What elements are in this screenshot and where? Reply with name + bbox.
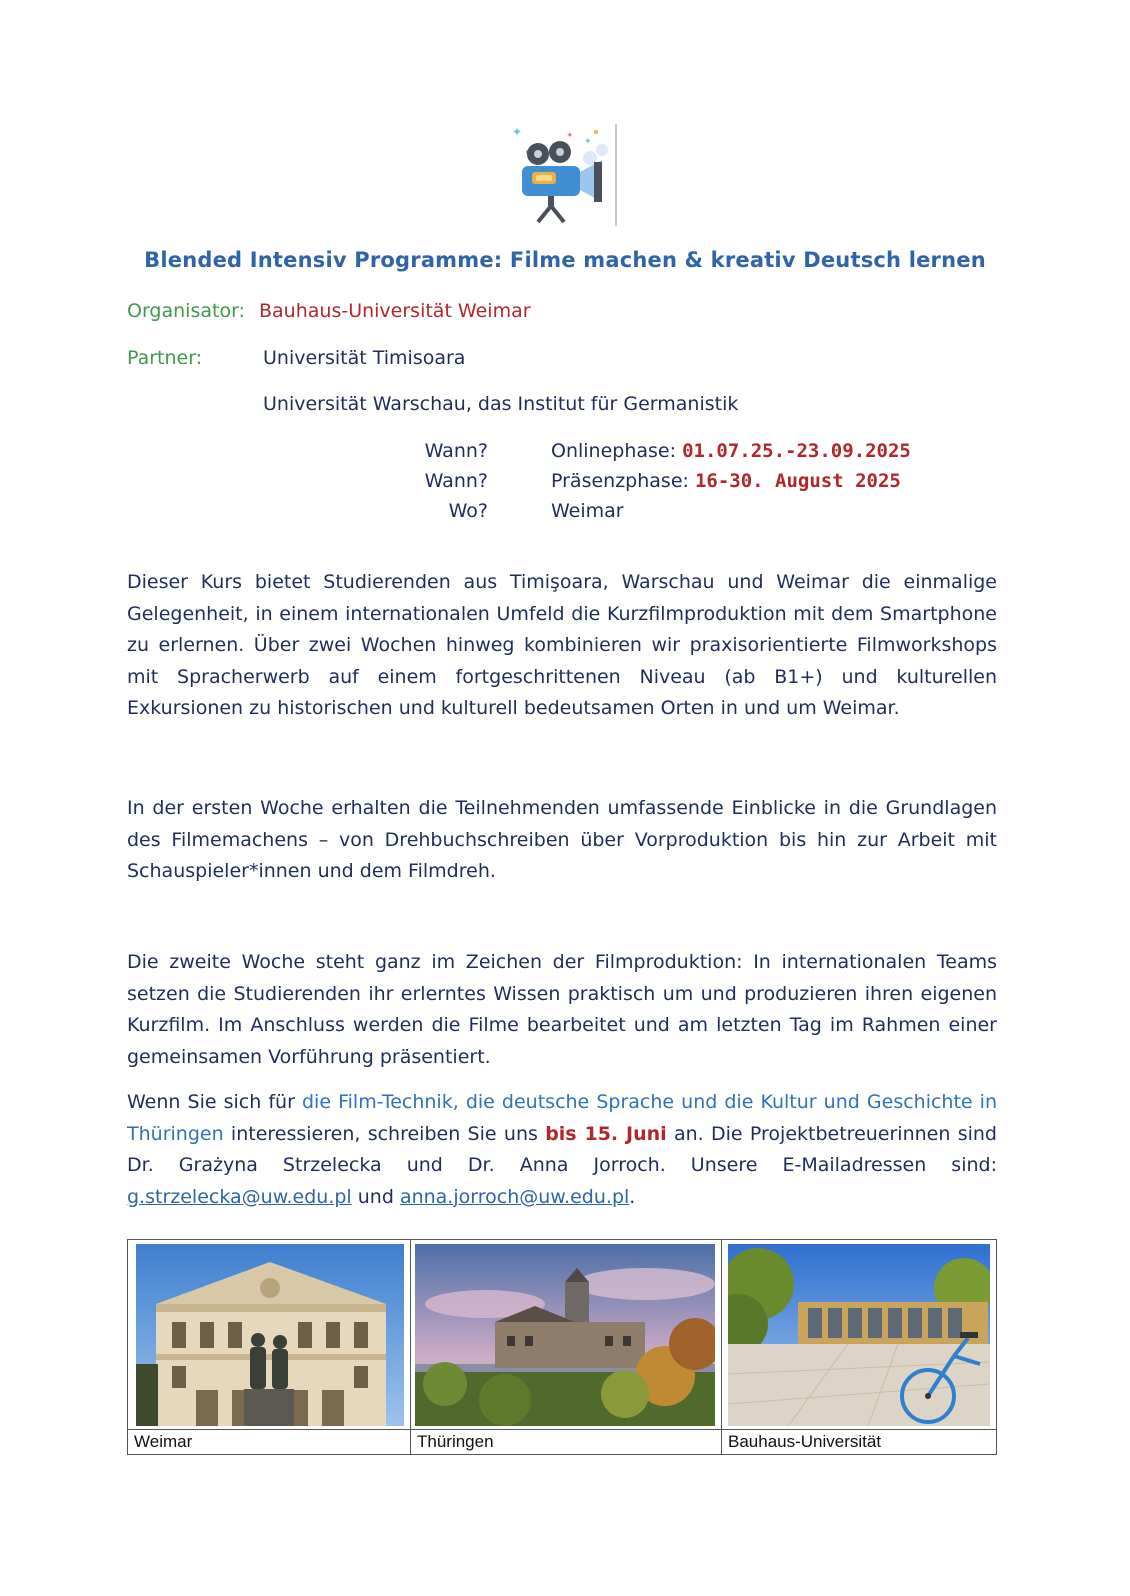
schedule-label: Weimar [551, 500, 624, 522]
schedule-presence [423, 470, 983, 496]
schedule-location [423, 500, 983, 526]
contact-deadline: bis 15. Juni [545, 1122, 667, 1145]
schedule-date: 16-30. August 2025 [694, 470, 901, 492]
svg-text:✦: ✦ [512, 125, 523, 139]
logo-divider [615, 124, 617, 226]
photo-table [127, 1239, 997, 1455]
bauhaus-university-photo [728, 1244, 990, 1426]
paragraph-contact [127, 1087, 997, 1213]
partner-item: Universität Warschau, das Institut für Germanistik [263, 393, 739, 415]
schedule-online [423, 440, 983, 466]
email-link-jorroch[interactable]: anna.jorroch@uw.edu.pl [399, 1185, 630, 1208]
photo-caption: Thüringen [417, 1432, 494, 1451]
paragraph-intro: Dieser Kurs bietet Studierenden aus Timişoara, Warschau und Weimar die einmalige Gelegenheit, in einem internationalen Umfeld die Kurzfilmproduktion mit dem Smartphone zu erlernen. Über zwei Wochen hinweg kombinieren wir praxisorientierte Filmworkshops mit Spracherwerb auf einem fortgeschrittenen Niveau (ab B1+) und kulturellen Exkursionen zu historischen und kulturell bedeutsamen Orten in und um Weimar. [127, 571, 997, 719]
schedule-question: Wann? [424, 440, 488, 462]
schedule-date: 01.07.25.-23.09.2025 [682, 440, 911, 462]
contact-intro: Wenn Sie sich für [127, 1091, 302, 1113]
contact-end: . [629, 1185, 636, 1208]
photo-cell-thueringen [411, 1240, 722, 1454]
partner-label: Partner: [127, 347, 203, 369]
contact-and: und [351, 1185, 400, 1208]
wartburg-castle-photo [415, 1244, 715, 1426]
photo-cell-weimar [128, 1240, 411, 1454]
photo-cell-bauhaus [722, 1240, 996, 1454]
photo-caption: Weimar [134, 1432, 193, 1451]
paragraph-week-two: Die zweite Woche steht ganz im Zeichen der Filmproduktion: In internationalen Teams setzen die Studierenden ihr erlerntes Wissen praktisch um und produzieren ihren eigenen Kurzfilm. Im Anschluss werden die Filme bearbeitet und am letzten Tag im Rahmen einer gemeinsamen Vorführung präsentiert. [127, 951, 997, 1068]
contact-topics: die Film-Technik, die deutsche Sprache und die Kultur und Geschichte in Thüringen [127, 1091, 998, 1145]
schedule-label: Präsenzphase: [551, 470, 695, 492]
film-camera-icon [510, 122, 620, 230]
page-title: Blended Intensiv Programme: Filme machen & kreativ Deutsch lernen [144, 248, 986, 272]
partner-item: Universität Timisoara [263, 347, 466, 369]
organizer-label: Organisator: [127, 300, 245, 322]
email-link-strzelecka[interactable]: g.strzelecka@uw.edu.pl [127, 1185, 352, 1208]
schedule-question: Wann? [424, 470, 488, 492]
organizer-value: Bauhaus-Universität Weimar [259, 300, 531, 322]
contact-mid: interessieren, schreiben Sie uns [223, 1122, 546, 1145]
svg-text:✦: ✦ [584, 137, 592, 147]
weimar-theatre-photo [136, 1244, 404, 1426]
paragraph-week-one: In der ersten Woche erhalten die Teilnehmenden umfassende Einblicke in die Grundlagen des Filmemachens – von Drehbuchschreiben über Vorproduktion bis hin zur Arbeit mit Schauspieler*innen und dem Filmdreh. [127, 797, 997, 882]
schedule-question: Wo? [448, 500, 488, 522]
schedule-label: Onlinephase: [551, 440, 683, 462]
contact-rest: an. Die Projektbetreuerinnen sind Dr. Grażyna Strzelecka und Dr. Anna Jorroch. Unsere E-Mailadressen sind: [127, 1122, 997, 1176]
caption-divider [722, 1429, 996, 1430]
photo-caption: Bauhaus-Universität [728, 1432, 882, 1451]
svg-text:✦: ✦ [566, 131, 574, 141]
caption-divider [411, 1429, 721, 1430]
caption-divider [128, 1429, 410, 1430]
